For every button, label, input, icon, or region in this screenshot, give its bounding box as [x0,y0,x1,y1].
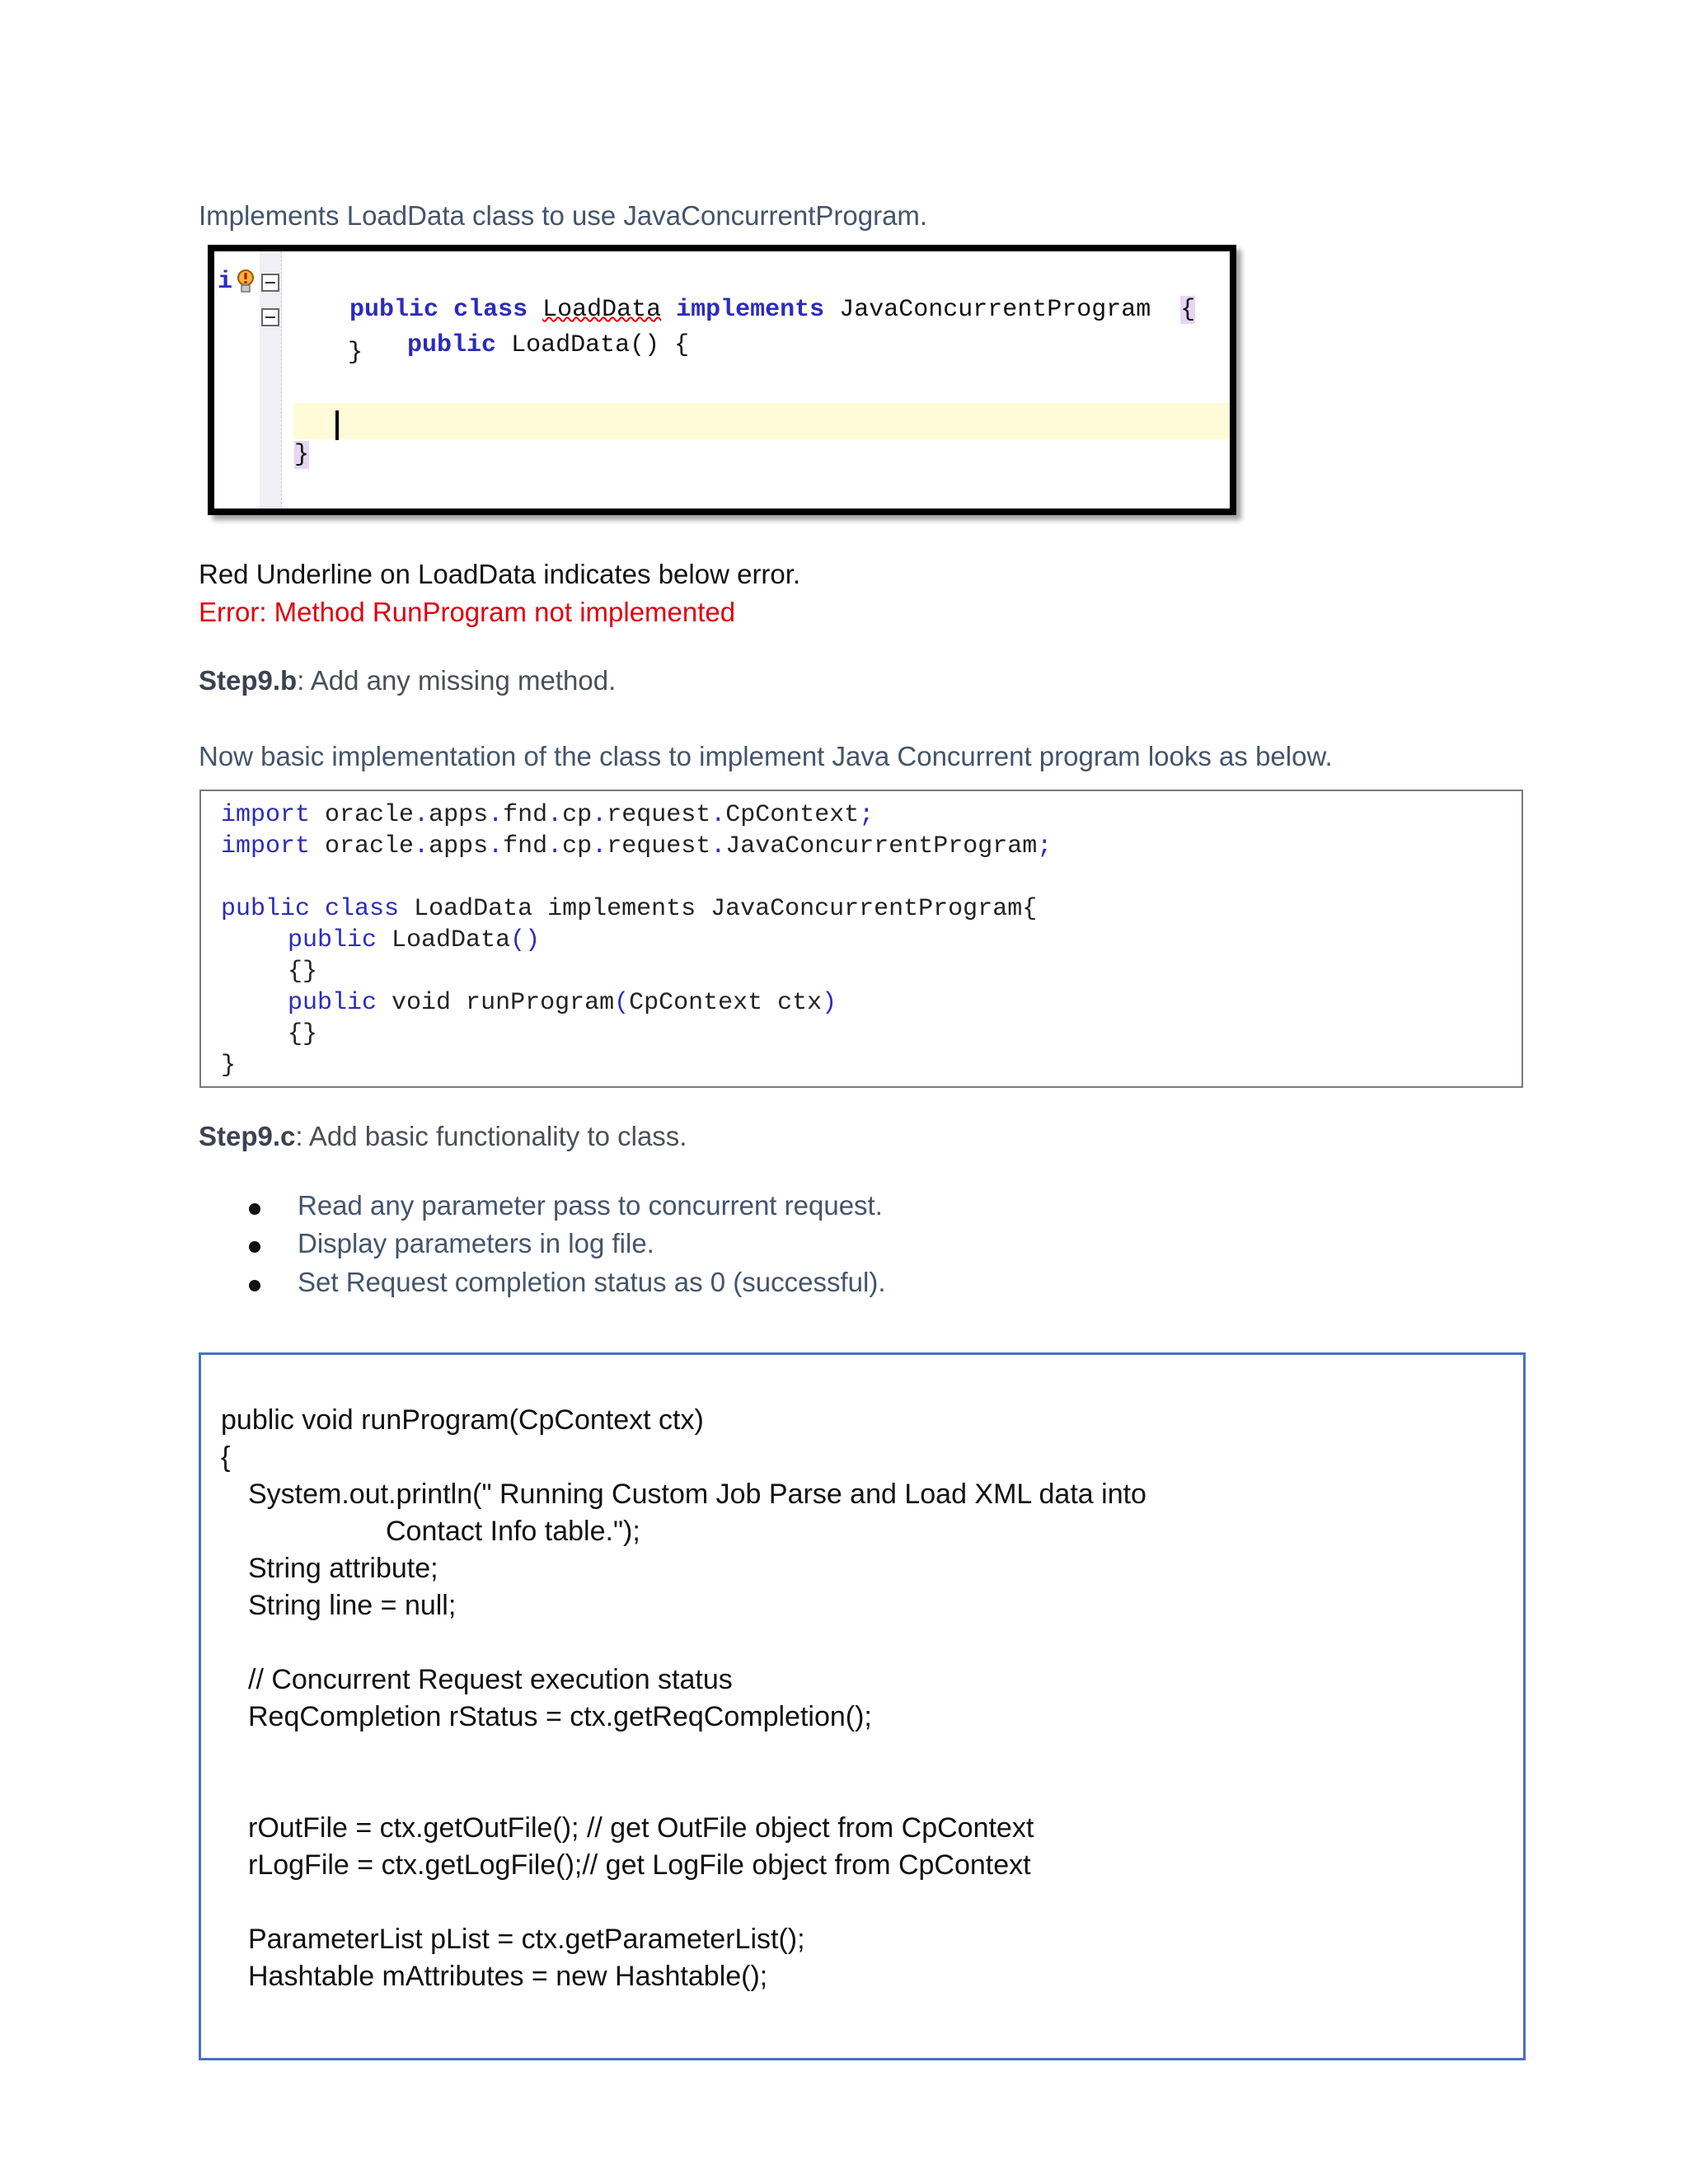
code-line-class: public class LoadData implements JavaConcurrentProgram{ [221,895,1038,923]
bullet-item: Set Request completion status as 0 (successful). [298,1267,886,1297]
info-marker: i [218,268,233,296]
intro-text: Implements LoadData class to use JavaConcurrentProgram. [199,200,928,231]
code2-line: { [221,1441,231,1473]
bullet-dot [249,1241,260,1253]
current-line-highlight [293,403,1230,439]
note-text: Red Underline on LoadData indicates below error. [199,559,801,589]
code2-line: String attribute; [248,1553,438,1584]
code2-line: System.out.println(" Running Custom Job Parse and Load XML data into [248,1479,1146,1510]
code-line-runprogram: public void runProgram(CpContext ctx) [288,989,837,1017]
code2-line: rLogFile = ctx.getLogFile();// get LogFile object from CpContext [248,1849,1031,1881]
code-block-functionality [199,1352,1526,2060]
bullet-item: Read any parameter pass to concurrent request. [298,1190,883,1221]
code2-line: ReqCompletion rStatus = ctx.getReqCompletion(); [248,1701,872,1732]
error-text: Error: Method RunProgram not implemented [199,597,736,627]
code2-line: Hashtable mAttributes = new Hashtable(); [248,1961,768,1992]
code-line-constructor: public LoadData() [288,926,541,954]
text-cursor [335,410,339,440]
bullet-dot [249,1203,260,1215]
code-block-basic [199,790,1523,1088]
now-text: Now basic implementation of the class to implement Java Concurrent program looks as below. [199,741,1333,771]
collapse-constructor-icon[interactable] [261,308,279,326]
collapse-class-icon[interactable] [261,274,279,292]
code2-line: public void runProgram(CpContext ctx) [221,1404,704,1436]
step-9c: Step9.c: Add basic functionality to class. [199,1121,687,1151]
error-lightbulb-icon [237,269,255,294]
bullet-dot [249,1280,260,1291]
bullet-item: Display parameters in log file. [298,1228,654,1258]
code2-line: rOutFile = ctx.getOutFile(); // get OutFile object from CpContext [248,1812,1034,1844]
code2-line: ParameterList pList = ctx.getParameterList(); [248,1924,805,1955]
code-line-close: } [221,1052,237,1080]
code2-line: // Concurrent Request execution status [248,1664,733,1695]
ide-line-2: public LoadData() { [407,331,690,359]
ide-code-screenshot [208,245,1236,515]
code2-line: Contact Info table."); [386,1516,640,1547]
ide-line-1: public class LoadData implements JavaConcurrentProgram { [349,296,1196,324]
ide-line-5: } [294,441,310,469]
code2-line: String line = null; [248,1590,457,1621]
code-line-braces-1: {} [288,958,318,986]
code-line-braces-2: {} [288,1020,318,1048]
ide-line-3: } [348,339,363,367]
error-underlined-classname: LoadData [542,296,662,324]
code-line-import-1: import oracle.apps.fnd.cp.request.CpContext; [221,801,874,829]
code-line-import-2: import oracle.apps.fnd.cp.request.JavaConcurrentProgram; [221,832,1053,860]
step-9b: Step9.b: Add any missing method. [199,665,617,696]
